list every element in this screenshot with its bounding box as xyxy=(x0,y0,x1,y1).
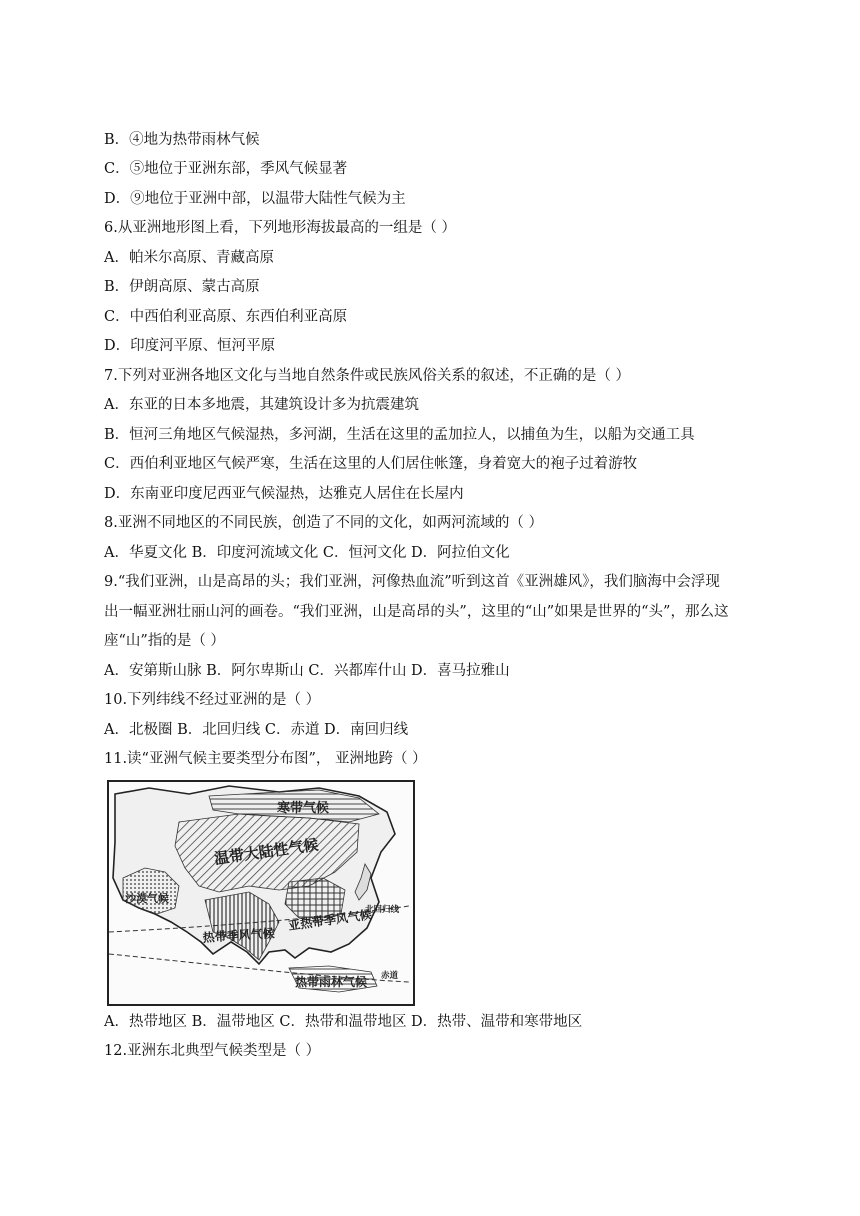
label-desert: 沙漠气候 xyxy=(125,892,169,905)
option-5d: D．⑨地位于亚洲中部，以温带大陆性气候为主 xyxy=(104,191,406,207)
question-9-line-2: 出一幅亚洲壮丽山河的画卷。“我们亚洲，山是高昂的头”，这里的“山”如果是世界的“头”，那么这 xyxy=(104,604,729,620)
option-7c: C．西伯利亚地区气候严寒，生活在这里的人们居住帐篷，身着宽大的袍子过着游牧 xyxy=(104,456,638,472)
question-10: 10.下列纬线不经过亚洲的是（ ） xyxy=(104,692,321,708)
label-tropic-line: 北回归线 xyxy=(365,905,400,915)
label-subtropical-monsoon: 亚热带季风气候 xyxy=(287,907,373,933)
options-10: A．北极圈 B．北回归线 C．赤道 D．南回归线 xyxy=(104,722,409,738)
label-continental: 温带大陆性气候 xyxy=(213,835,320,868)
option-7d: D．东南亚印度尼西亚气候湿热，达雅克人居住在长屋内 xyxy=(104,486,464,502)
question-11: 11.读“亚洲气候主要类型分布图”， 亚洲地跨（ ） xyxy=(104,751,427,767)
question-8: 8.亚洲不同地区的不同民族，创造了不同的文化，如两河流域的（ ） xyxy=(104,515,543,531)
label-cold: 寒带气候 xyxy=(277,801,330,816)
option-5b: B．④地为热带雨林气候 xyxy=(104,132,260,148)
label-rainforest: 热带雨林气候 xyxy=(295,975,368,989)
asia-climate-map xyxy=(107,780,415,1006)
option-6a: A．帕米尔高原、青藏高原 xyxy=(104,250,274,266)
options-11: A．热带地区 B．温带地区 C．热带和温带地区 D．热带、温带和寒带地区 xyxy=(104,1014,583,1030)
question-6: 6.从亚洲地形图上看，下列地形海拔最高的一组是（ ） xyxy=(104,220,456,236)
option-6c: C．中西伯利亚高原、东西伯利亚高原 xyxy=(104,309,348,325)
question-9-line-1: 9.“我们亚洲，山是高昂的头；我们亚洲，河像热血流”听到这首《亚洲雄风》，我们脑海中会浮现 xyxy=(104,574,720,590)
options-8: A．华夏文化 B．印度河流域文化 C．恒河文化 D．阿拉伯文化 xyxy=(104,545,510,561)
label-tropical-monsoon: 热带季风气候 xyxy=(202,926,276,945)
label-equator: 赤道 xyxy=(381,971,399,981)
question-7: 7.下列对亚洲各地区文化与当地自然条件或民族风俗关系的叙述，不正确的是（ ） xyxy=(104,368,630,384)
option-7a: A．东亚的日本多地震，其建筑设计多为抗震建筑 xyxy=(104,397,419,413)
option-6b: B．伊朗高原、蒙古高原 xyxy=(104,279,260,295)
question-9-line-3: 座“山”指的是（ ） xyxy=(104,633,225,649)
options-9: A．安第斯山脉 B．阿尔卑斯山 C．兴都库什山 D．喜马拉雅山 xyxy=(104,663,510,679)
option-6d: D．印度河平原、恒河平原 xyxy=(104,338,276,354)
question-12: 12.亚洲东北典型气候类型是（ ） xyxy=(104,1043,321,1059)
option-5c: C．⑤地位于亚洲东部，季风气候显著 xyxy=(104,161,348,177)
option-7b: B．恒河三角地区气候湿热，多河湖，生活在这里的孟加拉人，以捕鱼为生，以船为交通工具 xyxy=(104,427,695,443)
